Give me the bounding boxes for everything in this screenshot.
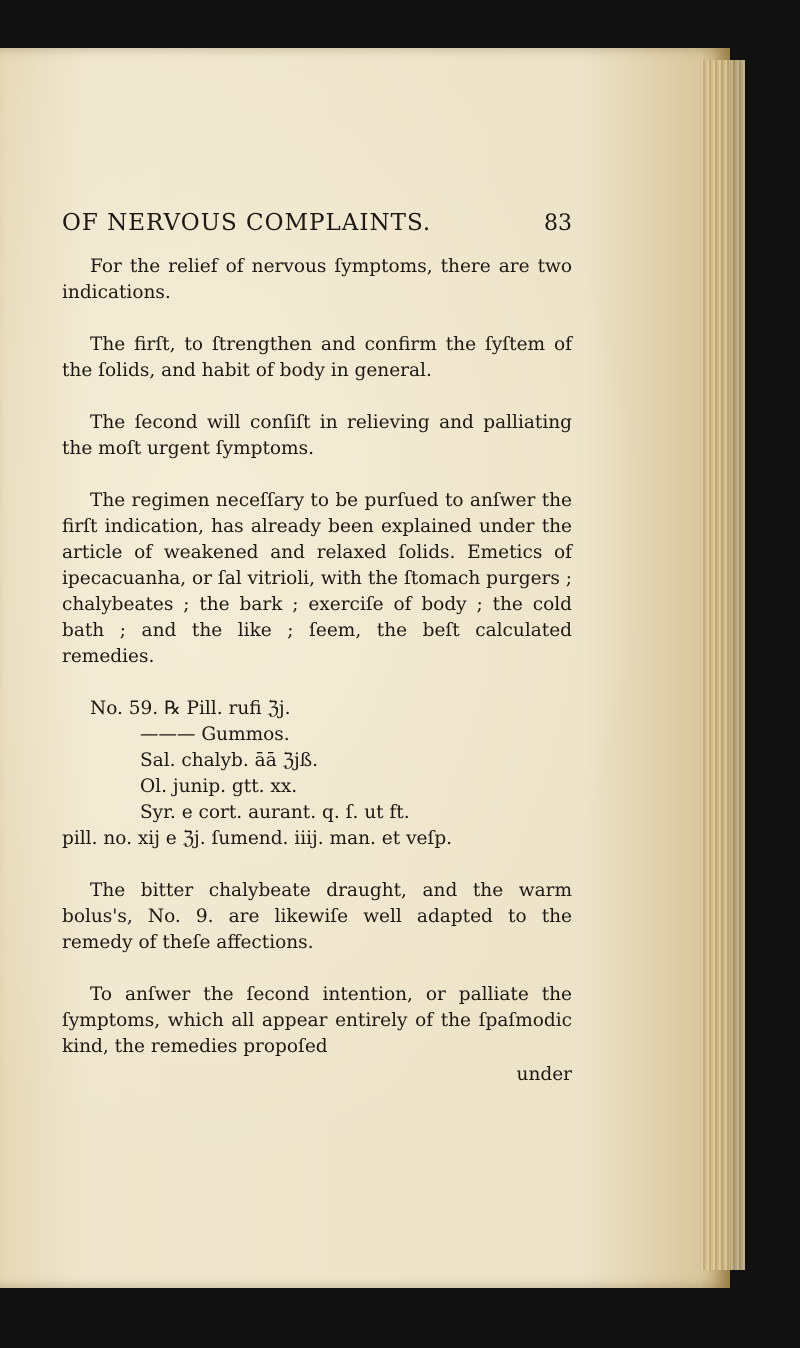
prescription-block bbox=[62, 696, 572, 852]
page-edges bbox=[700, 60, 745, 1270]
page-text bbox=[62, 210, 572, 1085]
page-number: 83 bbox=[544, 211, 572, 236]
paragraph-regimen: The regimen neceſſary to be purſued to anſwer the firſt indication, has already been explained under the article of weakened and relaxed ſolids. Emetics of ipecacuanha, or ſal vitrioli, with the ſtomach purgers ; chalybeates ; the bark ; exerciſe of body ; the cold bath ; and the like ; ſeem, the beſt calculated remedies. bbox=[62, 490, 573, 667]
paragraph-second-indication: The ſecond will conſiſt in relieving and palliating the moſt urgent ſymptoms. bbox=[62, 412, 572, 459]
prescription-line: pill. no. xij e ℨj. ſumend. iiij. man. et veſp. bbox=[62, 828, 453, 849]
prescription-line: Sal. chalyb. āā ℨjß. bbox=[140, 750, 318, 771]
paragraph-chalybeate: The bitter chalybeate draught, and the warm bolus's, No. 9. are likewiſe well adapted to the remedy of theſe affections. bbox=[62, 880, 572, 953]
paragraph-second-intention: To anſwer the ſecond intention, or palliate the ſymptoms, which all appear entirely of the ſpaſmodic kind, the remedies propoſed bbox=[62, 984, 572, 1057]
running-header bbox=[62, 210, 572, 236]
prescription-line: ——— Gummos. bbox=[140, 724, 290, 745]
prescription-line: Ol. junip. gtt. xx. bbox=[140, 776, 298, 797]
paragraph-first-indication: The firſt, to ſtrengthen and confirm the ſyſtem of the ſolids, and habit of body in general. bbox=[62, 334, 572, 381]
paragraph-indications: For the relief of nervous ſymptoms, there are two indications. bbox=[62, 256, 572, 303]
catchword: under bbox=[516, 1064, 572, 1085]
running-title: OF NERVOUS COMPLAINTS. bbox=[62, 210, 432, 236]
prescription-line: No. 59. ℞ Pill. rufi ℨj. bbox=[90, 698, 291, 719]
prescription-line: Syr. e cort. aurant. q. ſ. ut ft. bbox=[140, 802, 410, 823]
